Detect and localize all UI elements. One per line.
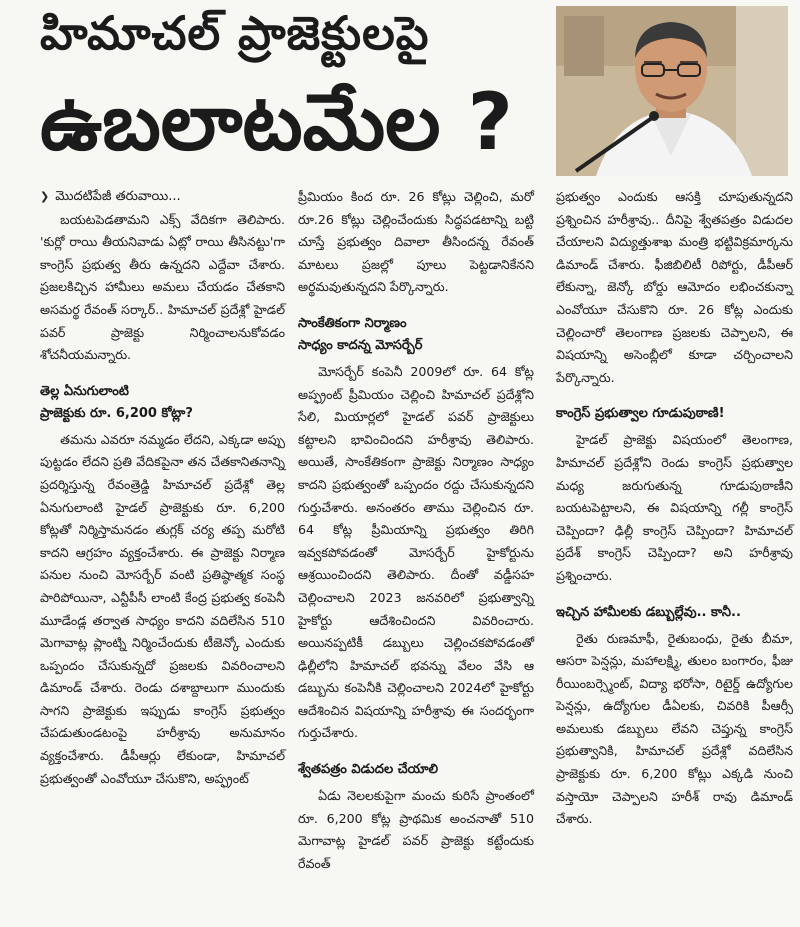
paragraph: ప్రీమియం కింద రూ. 26 కోట్లు చెల్లించి, మరో రూ.26 కోట్లు చెల్లించేందుకు సిద్ధపడటాన్ని బట్టి చూస్తే ప్రభుత్వం దివాలా తీసిందన్న రేవంత్ మాటలు ప్రజల్లో పూలు పెట్టడానికేనని అర్థమవుతున్నదని పేర్కొన్నారు.	[298, 189, 534, 295]
subheading-line: ప్రాజెక్టుకు రూ. 6,200 కోట్లా?	[40, 405, 193, 421]
column-2	[298, 186, 534, 875]
headline-line-2: ఉబలాటమేల ?	[40, 78, 513, 168]
paragraph: తమను ఎవరూ నమ్మడం లేదని, ఎక్కడా అప్పు పుట్టడం లేదని ప్రతి వేదికపైనా తన చేతకానితనాన్ని ప్రదర్శిస్తున్న రేవంత్రెడ్డి హిమాచల్ ప్రదేశ్లో తెల్ల ఏనుగులాంటి హైడల్ ప్రాజెక్టుకు రూ. 6,200 కోట్లతో నిర్మిస్తామనడం తుగ్లక్ చర్య తప్ప మరోటి కాదని ఆగ్రహం వ్యక్తంచేశారు. ఈ ప్రాజెక్టు నిర్మాణ పనుల నుంచి మోసర్బేర్ వంటి ప్రతిష్ఠాత్మక సంస్థ పారిపోయినా, ఎన్టీపీసీ లాంటి కేంద్ర ప్రభుత్వ కంపెనీ మూడేండ్ల తర్వాత సాధ్యం కాదని వదిలేసిన 510 మెగావాట్ల ప్లాంట్ని నిర్మించేందుకు టీజెన్కో ఎందుకు ఒప్పందం చేసుకున్నదో ప్రజలకు వివరించాలని డిమాండ్ చేశారు. రెండు దశాబ్దాలుగా ముందుకు సాగని ప్రాజెక్టుకు ఇప్పుడు కాంగ్రెస్ ప్రభుత్వం చేపడుతుండటంపై హరీశ్రావు అనుమానం వ్యక్తంచేశారు. డీపీఆర్లు లేకుండా, హిమాచల్ ప్రభుత్వంతో ఎంవోయూ చేసుకొని, అప్ఫ్రంట్	[40, 431, 285, 786]
headline-line-1: హిమాచల్ ప్రాజెక్టులపై	[40, 6, 430, 60]
paragraph: బయటపెడతామని ఎక్స్ వేదికగా తెలిపారు. 'కుర్లో రాయి తీయనివాడు ఏట్లో రాయి తీసినట్టు'గా కాంగ్రెస్ ప్రభుత్వ తీరు ఉన్నదని ఎద్దేవా చేశారు. ప్రజలకిచ్చిన హామీలు అమలు చేయడం చేతకాని అసమర్థ రేవంత్ సర్కార్.. హిమాచల్ ప్రదేశ్లో హైడల్ పవర్ ప్రాజెక్టు నిర్మించాలనుకోవడం శోచనీయమన్నారు.	[40, 211, 285, 363]
paragraph: ఏడు నెలలకుపైగా మంచు కురిసే ప్రాంతంలో రూ. 6,200 కోట్ల ప్రాథమిక అంచనాతో 510 మెగావాట్ల హైడల్ పవర్ ప్రాజెక్టు కట్టేందుకు రేవంత్	[298, 788, 534, 871]
paragraph: ప్రభుత్వం ఎందుకు ఆసక్తి చూపుతున్నదని ప్రశ్నించిన హరీశ్రావు.. దీనిపై శ్వేతపత్రం విడుదల చేయాలని విద్యుత్తుశాఖ మంత్రి భట్టివిక్రమార్కను డిమాండ్ చేశారు. ఫీజిబిలిటీ రిపోర్టు, డీపీఆర్ లేకున్నా, జెన్కో బోర్డు ఆమోదం లభించకున్నా ఎంవోయూ చేసుకొని రూ. 26 కోట్ల ఎందుకు చెల్లించారో తెలంగాణ ప్రజలకు చెప్పాలని, ఈ విషయాన్ని అసెంబ్లీలో కూడా చర్చించాలని పేర్కొన్నారు.	[556, 189, 793, 385]
subheading: కాంగ్రెస్ ప్రభుత్వాల గూడుపుఠాణి!	[556, 406, 725, 422]
subheading: శ్వేతపత్రం విడుదల చేయాలి	[298, 762, 439, 778]
chevron-right-icon: ❯	[40, 190, 50, 203]
subheading	[40, 381, 285, 425]
person-photo	[556, 6, 788, 176]
paragraph: రైతు రుణమాఫీ, రైతుబంధు, రైతు బీమా, ఆసరా పెన్షన్లు, మహాలక్ష్మి, తులం బంగారం, ఫీజు రీయింబర్స్మెంట్, విద్యా భరోసా, రిటైర్డ్ ఉద్యోగుల పెన్షన్లు, ఉద్యోగుల డీఏలకు, చివరికి పీఆర్సీ అమలుకు డబ్బులు లేవని చెప్తున్న కాంగ్రెస్ ప్రభుత్వానికి, హిమాచల్ ప్రదేశ్లో వదిలేసిన ప్రాజెక్టుకు రూ. 6,200 కోట్లు ఎక్కడి నుంచి వస్తాయో చెప్పాలని హరీశ్ రావు డిమాండ్ చేశారు.	[556, 630, 793, 827]
continuation-marker	[40, 186, 285, 209]
subheading	[298, 313, 534, 357]
subheading-line: సాధ్యం కాదన్న మోసర్బేర్	[298, 337, 423, 353]
subheading-line: సాంకేతికంగా నిర్మాణం	[298, 315, 407, 331]
column-3	[556, 186, 793, 831]
paragraph: మోసర్బేర్ కంపెనీ 2009లో రూ. 64 కోట్ల అప్ఫ్రంట్ ప్రీమియం చెల్లించి హిమాచల్ ప్రదేశ్లోని సేలి, మియార్లలో హైడల్ పవర్ ప్రాజెక్టులు కట్టాలని భావించిందని హరీశ్రావు తెలిపారు. అయితే, సాంకేతికంగా ప్రాజెక్టు నిర్మాణం సాధ్యం కాదని ప్రభుత్వంతో ఒప్పందం రద్దు చేసుకున్నదని గుర్తుచేశారు. అనంతరం తాము చెల్లించిన రూ. 64 కోట్ల ప్రీమియాన్ని ప్రభుత్వం తిరిగి ఇవ్వకపోవడంతో మోసర్బేర్ హైకోర్టును ఆశ్రయించిందని తెలిపారు. దీంతో వడ్డీసహ చెల్లించాలని 2023 జనవరిలో ప్రభుత్వాన్ని హైకోర్టు ఆదేశించిందని వివరించారు. అయినప్పటికీ డబ్బులు చెల్లించకపోవడంతో ఢిల్లీలోని హిమాచల్ భవన్ను వేలం వేసి ఆ డబ్బును కంపెనీకి చెల్లించాలని 2024లో హైకోర్టు ఆదేశించిన విషయాన్ని హరీశ్రావు ఈ సందర్భంగా గుర్తుచేశారు.	[298, 363, 534, 741]
subheading-line: తెల్ల ఏనుగులాంటి	[40, 383, 129, 399]
paragraph: హైడల్ ప్రాజెక్టు విషయంలో తెలంగాణ, హిమాచల్ ప్రదేశ్లోని రెండు కాంగ్రెస్ ప్రభుత్వాల మధ్య జరుగుతున్న గూడుపుఠాణీని బయటపెట్టాలని, ఈ విషయాన్ని గల్లీ కాంగ్రెస్ చెప్పిందా? ఢిల్లీ కాంగ్రెస్ చెప్పిందా? హిమాచల్ ప్రదేశ్ కాంగ్రెస్ చెప్పిందా? అని హరీశ్రావు ప్రశ్నించారు.	[556, 432, 793, 583]
subheading: ఇచ్చిన హామీలకు డబ్బుల్లేవు.. కానీ..	[556, 604, 741, 620]
continuation-text: మొదటిపేజీ తరువాయి...	[55, 189, 181, 204]
column-1	[40, 186, 285, 790]
